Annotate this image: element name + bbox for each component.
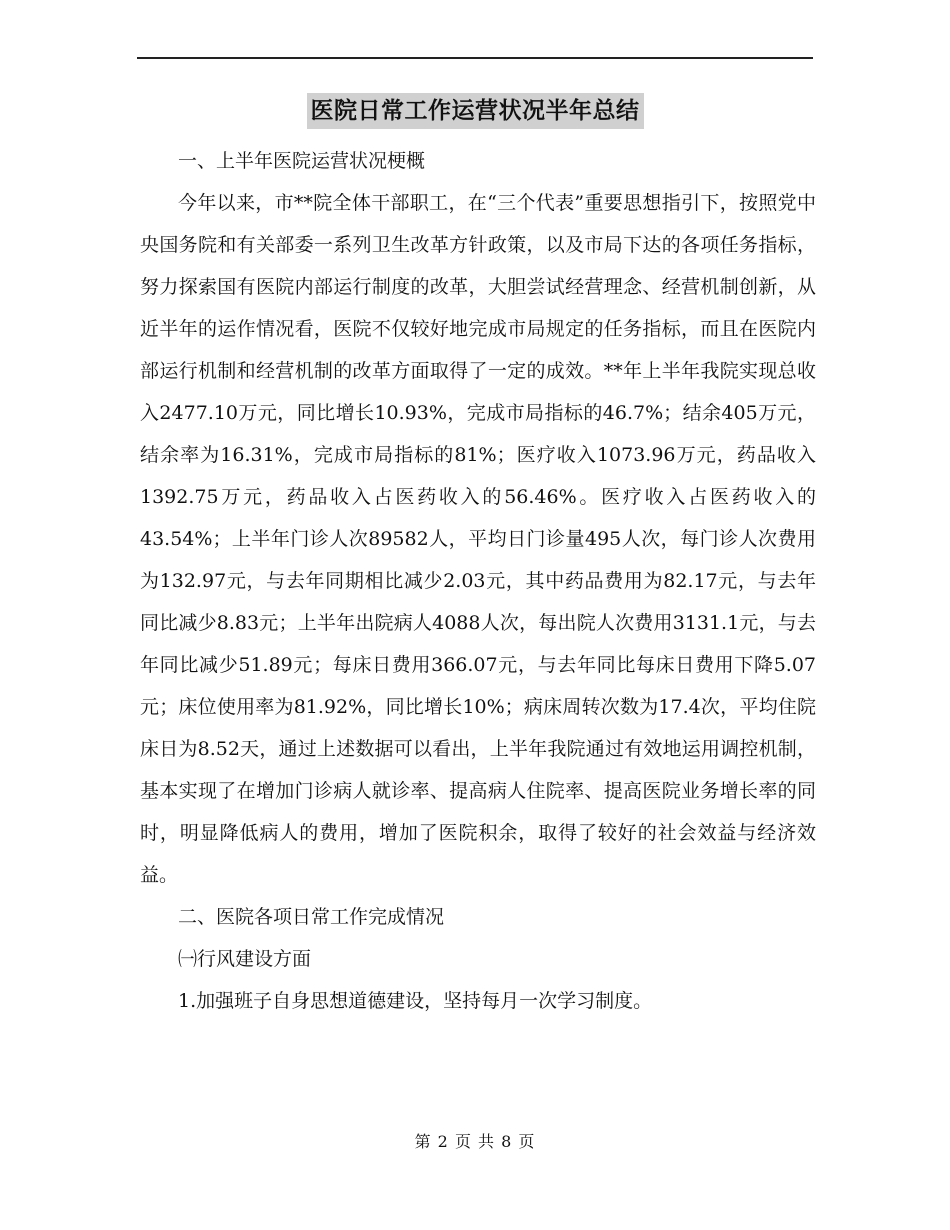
title-container <box>0 93 950 129</box>
document-title: 医院日常工作运营状况半年总结 <box>307 93 644 129</box>
header-rule <box>137 57 813 59</box>
paragraph-operations-summary: 今年以来，市**院全体干部职工，在“三个代表”重要思想指引下，按照党中央国务院和有关部委一系列卫生改革方针政策，以及市局下达的各项任务指标，努力探索国有医院内部运行制度的改革，大胆尝试经营理念、经营机制创新，从近半年的运作情况看，医院不仅较好地完成市局规定的任务指标，而且在医院内部运行机制和经营机制的改革方面取得了一定的成效。**年上半年我院实现总收入2477.10万元，同比增长10.93%，完成市局指标的46.7%；结余405万元，结余率为16.31%，完成市局指标的81%；医疗收入1073.96万元，药品收入1392.75万元，药品收入占医药收入的56.46%。医疗收入占医药收入的43.54%；上半年门诊人次89582人，平均日门诊量495人次，每门诊人次费用为132.97元，与去年同期相比减少2.03元，其中药品费用为82.17元，与去年同比减少8.83元；上半年出院病人4088人次，每出院人次费用3131.1元，与去年同比减少51.89元；每床日费用366.07元，与去年同比每床日费用下降5.07元；床位使用率为81.92%，同比增长10%；病床周转次数为17.4次，平均住院床日为8.52天，通过上述数据可以看出，上半年我院通过有效地运用调控机制，基本实现了在增加门诊病人就诊率、提高病人住院率、提高医院业务增长率的同时，明显降低病人的费用，增加了医院积余，取得了较好的社会效益与经济效益。 <box>140 192 816 886</box>
subsection-heading: ㈠行风建设方面 <box>178 948 312 970</box>
list-item-1: 1.加强班子自身思想道德建设，坚持每月一次学习制度。 <box>178 990 653 1012</box>
page-number: 第 2 页 共 8 页 <box>414 1132 536 1151</box>
section-heading-1: 一、上半年医院运营状况梗概 <box>178 150 426 172</box>
section-heading-2: 二、医院各项日常工作完成情况 <box>178 906 445 928</box>
document-body <box>140 140 816 1022</box>
